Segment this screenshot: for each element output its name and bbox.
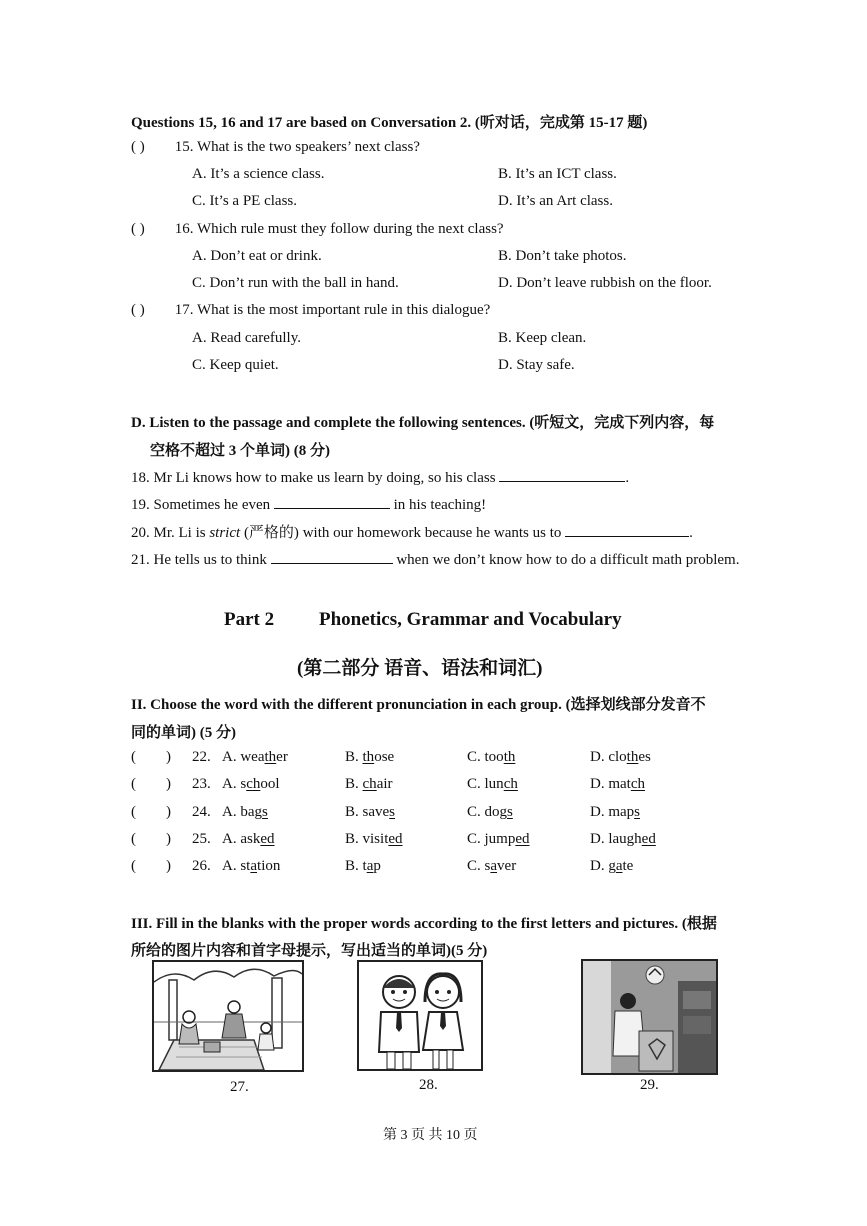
sentence-19: 19. Sometimes he even in his teaching! [131, 494, 486, 514]
picture-caption: 27. [230, 1079, 249, 1095]
word-part: visit [362, 831, 389, 847]
picture-caption: 29. [640, 1077, 659, 1093]
option: D. Stay safe. [498, 357, 575, 373]
word-part: A. [222, 804, 241, 820]
answer-paren-close: ) [166, 749, 171, 765]
question-text: What is the most important rule in this dialogue? [196, 302, 491, 318]
pronunciation-option [467, 831, 530, 848]
pronunciation-option [467, 858, 516, 875]
question-16 [131, 221, 504, 238]
question-number: 22. [192, 749, 211, 765]
question-number: 16. [174, 221, 194, 237]
word-part: t [362, 858, 367, 874]
word-part: ool [260, 776, 280, 792]
part-chinese-title: (第二部分 语音、语法和词汇) [297, 658, 543, 679]
pronunciation-option [345, 858, 381, 875]
word-part: er [276, 749, 288, 765]
sentence-18: 18. Mr Li knows how to make us learn by doing, so his class . [131, 467, 629, 487]
pronunciation-option [222, 858, 280, 875]
answer-paren[interactable]: ( [131, 749, 136, 765]
underlined-letters: a [366, 858, 374, 874]
underlined-letters: ch [246, 776, 261, 792]
sentence-21: 21. He tells us to think when we don’t know how to do a difficult math problem. [131, 549, 739, 569]
option: D. It’s an Art class. [498, 193, 613, 209]
section-header-cont: 同的单词) (5 分) [131, 725, 236, 741]
word-part: ose [374, 749, 395, 765]
underlined-letters: ch [630, 776, 646, 792]
word-part: A. [222, 831, 241, 847]
word-part: D. [590, 776, 609, 792]
answer-blank[interactable] [271, 549, 393, 564]
option: B. It’s an ICT class. [498, 166, 617, 182]
word-part: mat [608, 776, 631, 792]
word-part: A. [222, 858, 241, 874]
pronunciation-option [467, 749, 515, 766]
answer-blank[interactable] [274, 494, 390, 509]
word-part: too [484, 749, 504, 765]
answer-paren[interactable]: ( [131, 776, 136, 792]
section-header: II. Choose the word with the different pronunciation in each group. (选择划线部分发音不 [131, 697, 706, 713]
word-part: C. [467, 831, 485, 847]
option: B. Keep clean. [498, 330, 587, 346]
answer-paren[interactable]: ( [131, 831, 136, 847]
option: B. Don’t take photos. [498, 248, 627, 264]
question-text: What is the two speakers’ next class? [196, 139, 420, 155]
underlined-letters: s [507, 804, 513, 820]
pronunciation-option [590, 776, 645, 793]
section-header: D. Listen to the passage and complete the following sentences. (听短文，完成下列内容，每 [131, 415, 715, 431]
underlined-letters: ed [260, 831, 275, 847]
underlined-letters: th [264, 749, 277, 765]
question-number: 17. [174, 302, 194, 318]
answer-paren[interactable]: ( [131, 804, 136, 820]
word-part: ask [240, 831, 261, 847]
word-part: s [240, 776, 247, 792]
word-part: D. [590, 858, 609, 874]
word-part: s [484, 858, 491, 874]
picnic-family-icon [152, 960, 304, 1072]
pronunciation-option [222, 749, 288, 766]
answer-paren[interactable]: ( ) [131, 139, 145, 155]
question-number: 23. [192, 776, 211, 792]
question-17 [131, 302, 490, 319]
underlined-letters: ch [362, 776, 377, 792]
pronunciation-option [345, 749, 394, 766]
section-header: III. Fill in the blanks with the proper words according to the first letters and pictures. (根据 [131, 916, 717, 932]
pronunciation-option [467, 804, 513, 821]
word-part: p [373, 858, 381, 874]
word-part: D. [590, 831, 609, 847]
section-header: Questions 15, 16 and 17 are based on Conversation 2. (听对话，完成第 15-17 题) [131, 115, 648, 131]
pronunciation-option [345, 831, 403, 848]
question-text: Which rule must they follow during the next class? [196, 221, 504, 237]
underlined-letters: th [626, 749, 639, 765]
answer-paren-close: ) [166, 831, 171, 847]
word-part: clo [608, 749, 627, 765]
underlined-letters: th [362, 749, 375, 765]
word-part: C. [467, 858, 485, 874]
answer-paren[interactable]: ( ) [131, 221, 145, 237]
option: A. Don’t eat or drink. [192, 248, 322, 264]
word-part: B. [345, 749, 363, 765]
pronunciation-option [590, 858, 633, 875]
word-part: jump [484, 831, 516, 847]
question-15 [131, 139, 420, 156]
question-number: 26. [192, 858, 211, 874]
underlined-letters: ed [388, 831, 403, 847]
word-part: C. [467, 804, 485, 820]
picture-caption: 28. [419, 1077, 438, 1093]
pronunciation-option [222, 804, 268, 821]
boy-girl-uniform-icon [357, 960, 483, 1071]
part-subtitle: Phonetics, Grammar and Vocabulary [319, 609, 622, 630]
underlined-letters: ed [515, 831, 530, 847]
question-number: 25. [192, 831, 211, 847]
word-part: te [622, 858, 634, 874]
option: A. It’s a science class. [192, 166, 325, 182]
sentence-20: 20. Mr. Li is strict (严格的) with our homework because he wants us to . [131, 521, 693, 542]
question-number: 15. [174, 139, 194, 155]
pronunciation-option [467, 776, 518, 793]
word-part: A. [222, 749, 241, 765]
part-title: Part 2 [224, 609, 275, 630]
pronunciation-option [222, 776, 280, 793]
underlined-letters: s [389, 804, 396, 820]
word-part: air [376, 776, 393, 792]
answer-paren-close: ) [166, 776, 171, 792]
section-header-cont: 空格不超过 3 个单词) (8 分) [150, 443, 330, 459]
word-part: tion [257, 858, 281, 874]
word-part: A. [222, 776, 241, 792]
pronunciation-option [590, 749, 651, 766]
word-part: C. [467, 749, 485, 765]
word-part: B. [345, 858, 363, 874]
section-header-cont: 所给的图片内容和首字母提示，写出适当的单词)(5 分) [131, 943, 488, 959]
underlined-letters: s [634, 804, 641, 820]
word-part: C. [467, 776, 485, 792]
word-part: save [362, 804, 390, 820]
pronunciation-option [345, 804, 395, 821]
answer-paren[interactable]: ( [131, 858, 136, 874]
word-part: D. [590, 749, 609, 765]
answer-paren-close: ) [166, 804, 171, 820]
word-part: g [608, 858, 616, 874]
pronunciation-option [345, 776, 393, 793]
word-part: st [240, 858, 251, 874]
question-number: 24. [192, 804, 211, 820]
word-part: lun [484, 776, 504, 792]
underlined-letters: ed [641, 831, 656, 847]
answer-blank[interactable] [565, 522, 689, 537]
word-part: map [608, 804, 635, 820]
underlined-letters: s [262, 804, 268, 820]
word-part: B. [345, 776, 363, 792]
word-part: laugh [608, 831, 642, 847]
pronunciation-option [222, 831, 275, 848]
answer-paren-close: ) [166, 858, 171, 874]
word-part: wea [240, 749, 265, 765]
underlined-letters: th [503, 749, 516, 765]
pronunciation-option [590, 831, 656, 848]
underlined-letters: ch [503, 776, 518, 792]
underlined-letters: a [490, 858, 498, 874]
word-part: B. [345, 804, 363, 820]
page-number: 第 3 页 共 10 页 [383, 1128, 478, 1143]
option: D. Don’t leave rubbish on the floor. [498, 275, 712, 291]
recycling-photo-icon [581, 959, 718, 1075]
answer-blank[interactable] [499, 467, 625, 482]
word-part: B. [345, 831, 363, 847]
option: A. Read carefully. [192, 330, 301, 346]
pronunciation-option [590, 804, 640, 821]
word-part: bag [240, 804, 263, 820]
word-part: ver [497, 858, 517, 874]
word-part: es [638, 749, 651, 765]
word-part: D. [590, 804, 609, 820]
underlined-letters: a [615, 858, 623, 874]
answer-paren[interactable]: ( ) [131, 302, 145, 318]
option: C. It’s a PE class. [192, 193, 297, 209]
option: C. Keep quiet. [192, 357, 279, 373]
word-part: dog [484, 804, 508, 820]
option: C. Don’t run with the ball in hand. [192, 275, 399, 291]
underlined-letters: a [250, 858, 258, 874]
